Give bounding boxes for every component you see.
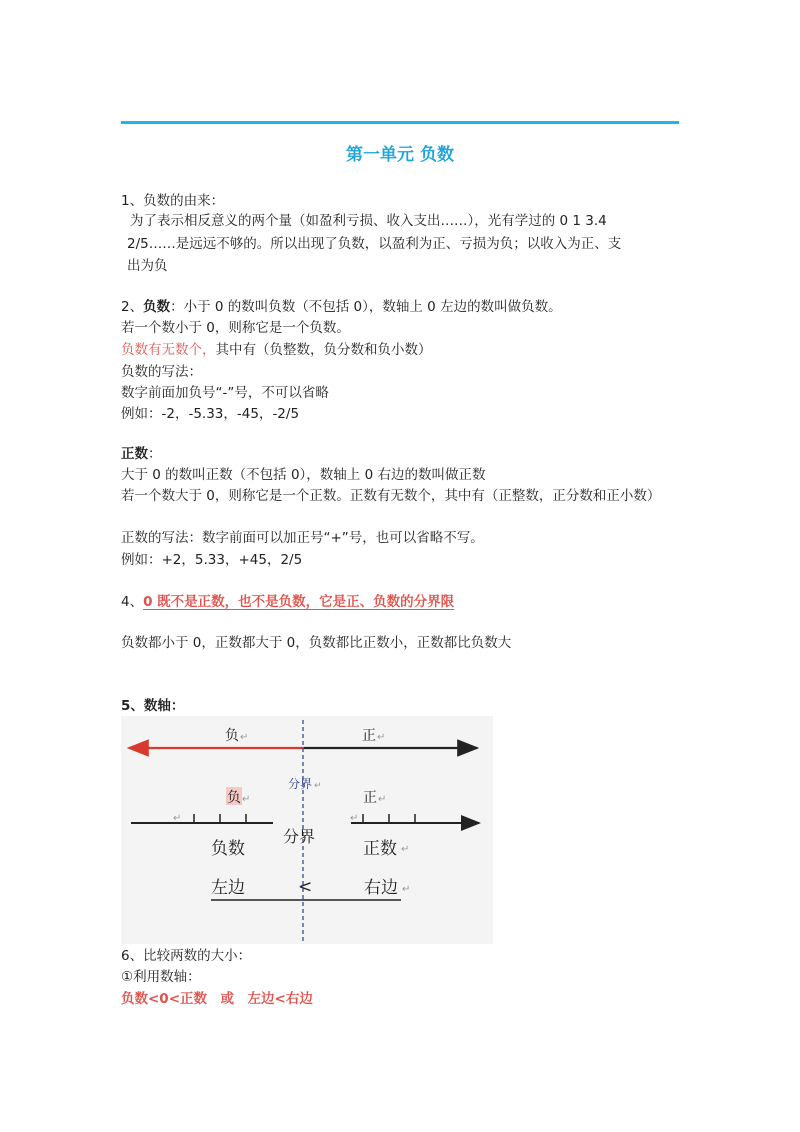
positive-term: 正数: [121, 446, 148, 462]
left-side-label: 左边: [211, 878, 245, 898]
positive-heading: [121, 444, 162, 464]
comparison-statement: 负数都小于 0，正数都大于 0，负数都比正数小，正数都比负数大: [121, 635, 512, 651]
section-2-prefix: 2、: [121, 299, 144, 315]
top-negative-label: 负: [225, 728, 239, 744]
right-side-label: 右边: [364, 878, 398, 898]
less-than-sign: <: [298, 877, 313, 897]
section-1-text-line: 出为负: [127, 258, 168, 274]
zero-statement: [121, 592, 454, 612]
paragraph-mark: ↵: [242, 794, 251, 805]
paragraph-mark: ↵: [401, 844, 410, 855]
positive-line: 正数的写法：数字前面可以加正号“+”号，也可以省略不写。: [121, 530, 484, 546]
paragraph-mark: ↵: [240, 732, 249, 743]
negative-line: 若一个数小于 0，则称它是一个负数。: [121, 320, 350, 336]
section-1-heading: 1、负数的由来：: [121, 193, 225, 209]
section-4-prefix: 4、: [121, 594, 144, 610]
paragraph-mark: ↵: [173, 813, 182, 824]
number-line-diagram: [121, 716, 493, 944]
section-5-heading: 5、数轴：: [121, 698, 185, 714]
boundary-label-small: 分界: [288, 777, 313, 791]
negative-infinite-highlight: 负数有无数个，: [121, 342, 216, 358]
negative-number-label: 负数: [211, 839, 245, 859]
negative-example: 例如：-2，-5.33，-45，-2/5: [121, 406, 300, 422]
negative-definition: ：小于 0 的数叫负数（不包括 0），数轴上 0 左边的数叫做负数。: [170, 299, 562, 315]
section-1-text-line: 为了表示相反意义的两个量（如盈利亏损、收入支出……），光有学过的 0 1 3.4: [130, 213, 607, 229]
positive-number-label: 正数: [363, 839, 397, 859]
boundary-label: 分界: [283, 827, 316, 846]
negative-line: 数字前面加负号“-”号，不可以省略: [121, 385, 329, 401]
lower-positive-label: 正: [363, 790, 377, 806]
zero-boundary-highlight: 0 既不是正数，也不是负数，它是正、负数的分界限: [143, 594, 455, 610]
paragraph-mark: ↵: [314, 781, 322, 791]
paragraph-mark: ↵: [377, 732, 386, 743]
positive-line: 若一个数大于 0，则称它是一个正数。正数有无数个，其中有（正整数，正分数和正小数）: [121, 488, 661, 504]
negative-line: [121, 340, 432, 360]
lower-negative-label: 负: [227, 790, 241, 806]
section-1-text-line: 2/5……是远远不够的。所以出现了负数，以盈利为正、亏损为负；以收入为正、支: [127, 236, 622, 252]
section-6-heading: 6、比较两数的大小：: [121, 948, 252, 964]
negative-types: 其中有（负整数，负分数和负小数）: [215, 342, 432, 358]
page-title: 第一单元 负数: [346, 145, 454, 165]
positive-line: 大于 0 的数叫正数（不包括 0），数轴上 0 右边的数叫做正数: [121, 467, 486, 483]
section-6-method: ①利用数轴：: [121, 969, 201, 985]
paragraph-mark: ↵: [402, 884, 411, 895]
negative-line: 负数的写法：: [121, 364, 202, 380]
title-rule: [121, 121, 679, 124]
paragraph-mark: ↵: [350, 813, 359, 824]
paragraph-mark: ↵: [378, 794, 387, 805]
positive-colon: ：: [148, 446, 162, 462]
positive-example: 例如：+2，5.33，+45，2/5: [121, 552, 303, 568]
section-2-definition: [121, 297, 562, 317]
negative-term: 负数: [143, 299, 171, 315]
top-positive-label: 正: [362, 728, 376, 744]
order-rule: 负数<0<正数 或 左边<右边: [121, 991, 313, 1007]
